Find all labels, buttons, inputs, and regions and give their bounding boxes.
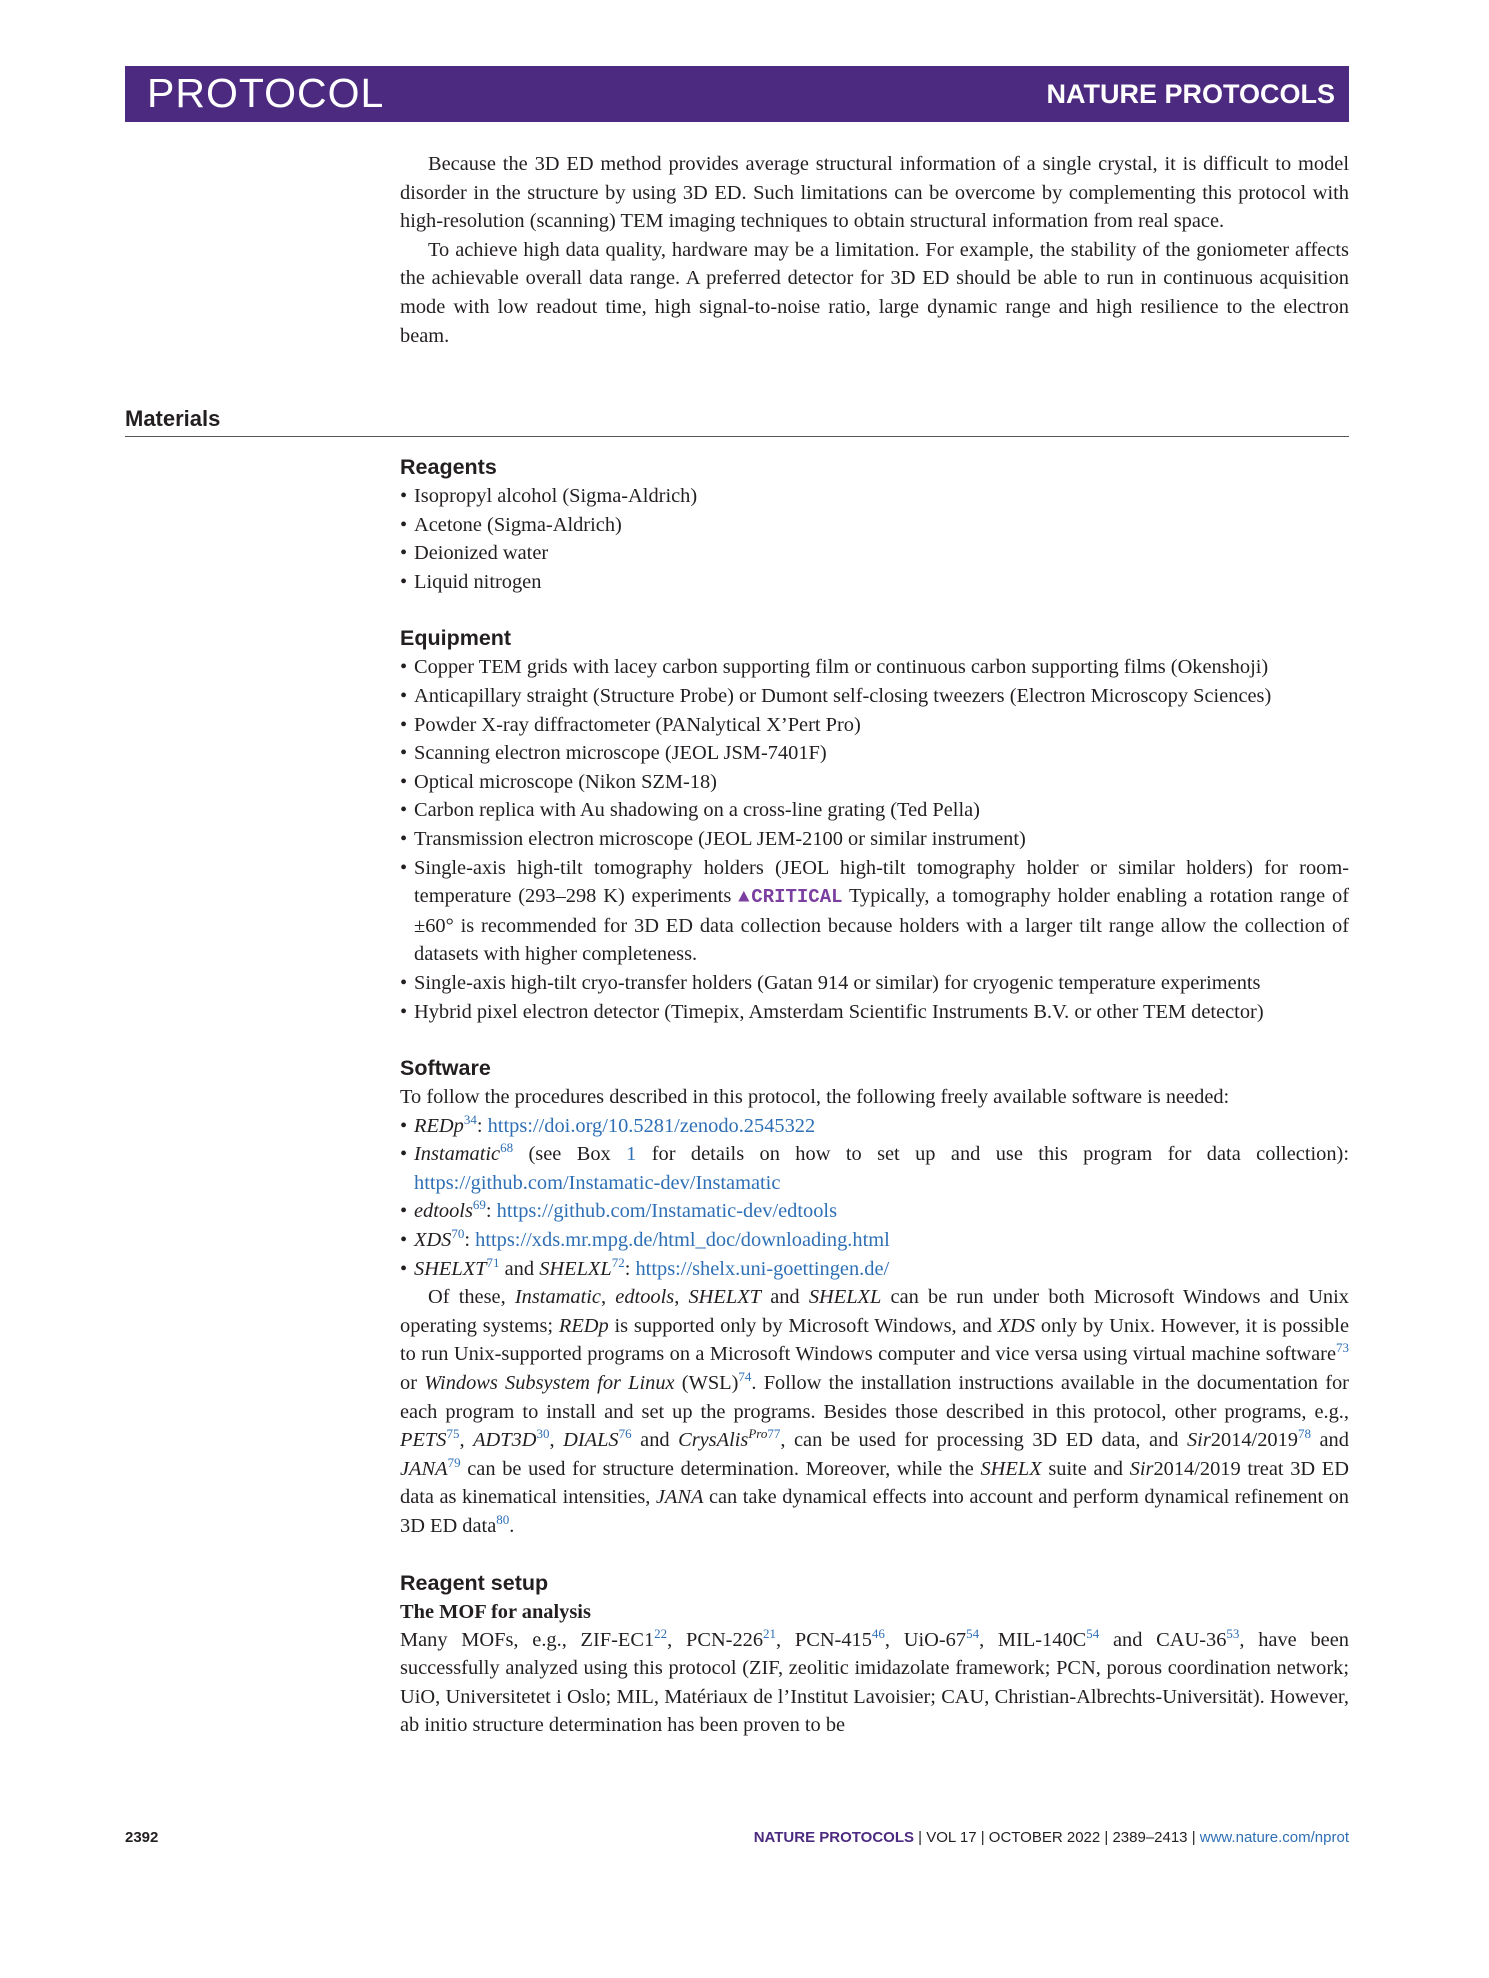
software-heading: Software (400, 1056, 491, 1081)
shelx-link[interactable]: https://shelx.uni-goettingen.de/ (635, 1257, 890, 1280)
footer-details: | VOL 17 | OCTOBER 2022 | 2389–2413 | (918, 1829, 1196, 1846)
list-item: • SHELXT$^{71}$ and SHELXL$^{72}$: https://shelx.uni-goettingen.de/ (400, 1255, 1349, 1284)
materials-content (400, 452, 1349, 1740)
list-item: • Liquid nitrogen (400, 568, 1349, 597)
intro-paragraph-2: To achieve high data quality, hardware may be a limitation. For example, the stability of the goniometer affects the achievable overall data range. A preferred detector for 3D ED should be able to run in continuous acquisition mode with low readout time, high signal-to-noise ratio, large dynamic range and high resilience to the electron beam. (400, 238, 1349, 347)
mof-subheading: The MOF for analysis (400, 1600, 591, 1623)
header-journal-name: NATURE PROTOCOLS (1046, 79, 1335, 109)
header-protocol-label: PROTOCOL (147, 70, 385, 116)
instamatic-link[interactable]: https://github.com/Instamatic-dev/Instamatic (414, 1171, 781, 1194)
list-item: • Instamatic$^{68}$ (see Box 1 for details on how to set up and use this program for data collection): https://github.com/Instamatic-dev/Instamatic (400, 1140, 1349, 1197)
critical-note: Typically, a tomography holder enabling a rotation range of ±60° is recommended for 3D ED data collection because holders with a larger tilt range allow the collection of datasets with higher completeness. (414, 885, 1349, 966)
footer-url[interactable]: www.nature.com/nprot (1199, 1829, 1349, 1846)
section-divider (125, 436, 1349, 437)
software-intro: To follow the procedures described in this protocol, the following freely available software is needed: (400, 1086, 1230, 1109)
materials-section-title: Materials (125, 406, 221, 431)
list-item: • Transmission electron microscope (JEOL JEM-2100 or similar instrument) (400, 825, 1349, 854)
list-item: • Acetone (Sigma-Aldrich) (400, 511, 1349, 540)
critical-label: ▲CRITICAL (738, 886, 843, 909)
list-item: • Scanning electron microscope (JEOL JSM-7401F) (400, 739, 1349, 768)
list-item: • Hybrid pixel electron detector (Timepix, Amsterdam Scientific Instruments B.V. or other TEM detector) (400, 998, 1349, 1027)
list-item: • Copper TEM grids with lacey carbon supporting film or continuous carbon supporting films (Okenshoji) (400, 653, 1349, 682)
intro-paragraph-1: Because the 3D ED method provides average structural information of a single crystal, it is difficult to model disorder in the structure by using 3D ED. Such limitations can be overcome by complementing this protocol with high-resolution (scanning) TEM imaging techniques to obtain structural information from real space. (400, 153, 1349, 233)
redp-link[interactable]: https://doi.org/10.5281/zenodo.2545322 (487, 1114, 816, 1137)
list-item: • Anticapillary straight (Structure Probe) or Dumont self-closing tweezers (Electron Microscopy Sciences) (400, 682, 1349, 711)
list-item: • Deionized water (400, 539, 1349, 568)
xds-link[interactable]: https://xds.mr.mpg.de/html_doc/downloading.html (475, 1229, 890, 1252)
list-item: • Carbon replica with Au shadowing on a cross-line grating (Ted Pella) (400, 796, 1349, 825)
reagent-setup-paragraph: Many MOFs, e.g., ZIF-EC1$^{22}$, PCN-226$^{21}$, PCN-415$^{46}$, UiO-67$^{54}$, MIL-140C$^{54}$ and CAU-36$^{53}$, have been successfully analyzed using this protocol (ZIF, zeolitic imidazolate framework; PCN, porous coordination network; UiO, Universitetet i Oslo; MIL, Matériaux de l’Institut Lavoisier; CAU, Christian-Albrechts-Universität). However, ab initio structure determination has been proven to be (400, 1625, 1349, 1737)
equipment-heading: Equipment (400, 626, 512, 651)
software-list (400, 1112, 1349, 1284)
intro-section (400, 150, 1349, 350)
list-item: • REDp$^{34}$: https://doi.org/10.5281/zenodo.2545322 (400, 1112, 1349, 1141)
software-paragraph: Of these, Instamatic, edtools, SHELXT and SHELXL can be run under both Microsoft Windows and Unix operating systems; REDp is supported only by Microsoft Windows, and XDS only by Unix. However, it is possible to run Unix-supported programs on a Microsoft Windows computer and vice versa using virtual machine software$^{73}$ or Windows Subsystem for Linux (WSL)$^{74}$. Follow the installation instructions available in the documentation for each program to install and set up the programs. Besides those described in this protocol, other programs, e.g., PETS$^{75}$, ADT3D$^{30}$, DIALS$^{76}$ and CrysAlis$^{Pro77}$, can be used for processing 3D ED data, and Sir2014/2019$^{78}$ and JANA$^{79}$ can be used for structure determination. Moreover, while the SHELX suite and Sir2014/2019 treat 3D ED data as kinematical intensities, JANA can take dynamical effects into account and perform dynamical refinement on 3D ED data$^{80}$. (400, 1286, 1350, 1537)
reagents-list (400, 482, 1349, 596)
reagents-heading: Reagents (400, 455, 497, 479)
reagent-setup-heading: Reagent setup (400, 1570, 549, 1595)
list-item: • edtools$^{69}$: https://github.com/Instamatic-dev/edtools (400, 1197, 1349, 1226)
footer-citation (754, 1829, 1349, 1846)
list-item: • Powder X-ray diffractometer (PANalytical X’Pert Pro) (400, 711, 1349, 740)
list-item: • XDS$^{70}$: https://xds.mr.mpg.de/html_doc/downloading.html (400, 1226, 1349, 1255)
list-item: • Single-axis high-tilt cryo-transfer holders (Gatan 914 or similar) for cryogenic temperature experiments (400, 969, 1349, 998)
edtools-link[interactable]: https://github.com/Instamatic-dev/edtools (496, 1200, 838, 1223)
header-banner (125, 66, 1349, 122)
box-link[interactable]: 1 (626, 1143, 637, 1166)
page-number: 2392 (125, 1829, 159, 1846)
equipment-list (400, 653, 1349, 1026)
list-item: • Optical microscope (Nikon SZM-18) (400, 768, 1349, 797)
list-item-holder: • Single-axis high-tilt tomography holders (JEOL high-tilt tomography holder or similar holders) for room-temperature (293–298 K) experiments ▲CRITICAL Typically, a tomography holder enabling a rotation range of ±60° is recommended for 3D ED data collection because holders with a larger tilt range allow the collection of datasets with higher completeness. (400, 854, 1349, 969)
list-item: • Isopropyl alcohol (Sigma-Aldrich) (400, 482, 1349, 511)
footer-journal: NATURE PROTOCOLS (753, 1829, 914, 1846)
